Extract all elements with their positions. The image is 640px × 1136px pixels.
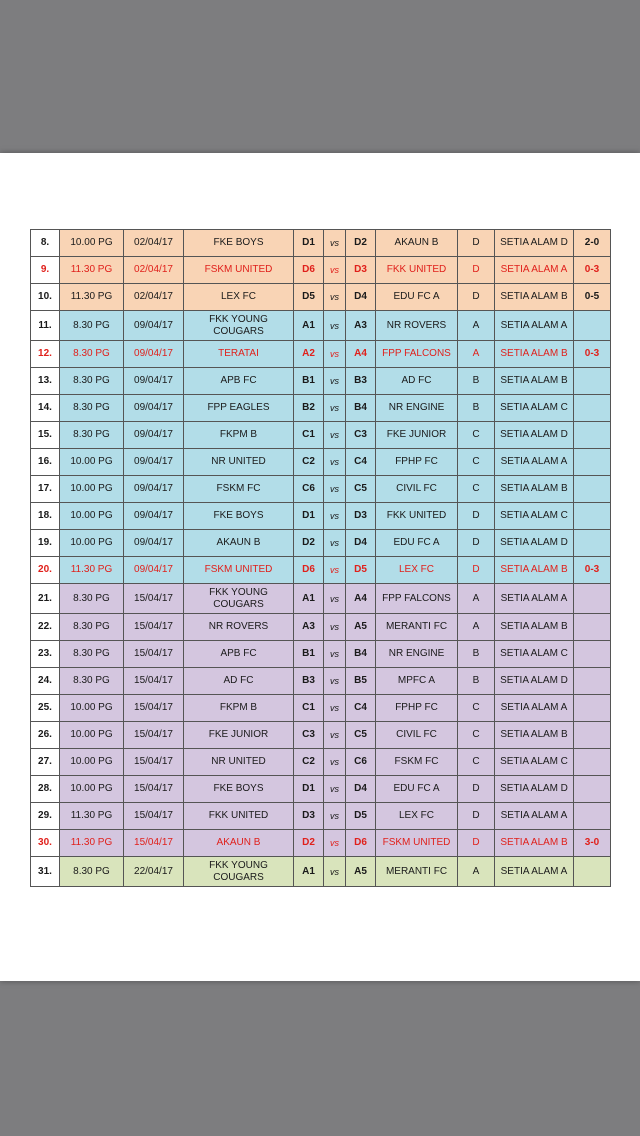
versus-label: vs — [324, 395, 346, 422]
home-team-code: A1 — [294, 584, 324, 614]
away-team: AKAUN B — [376, 230, 458, 257]
versus-label: vs — [324, 830, 346, 857]
home-team: LEX FC — [184, 284, 294, 311]
home-team-code: D1 — [294, 776, 324, 803]
home-team: TERATAI — [184, 341, 294, 368]
venue: SETIA ALAM D — [495, 668, 574, 695]
match-date: 15/04/17 — [124, 668, 184, 695]
fixture-number: 15. — [31, 422, 60, 449]
table-row — [31, 284, 611, 311]
venue: SETIA ALAM C — [495, 749, 574, 776]
fixture-number: 23. — [31, 641, 60, 668]
kickoff-time: 11.30 PG — [60, 257, 124, 284]
away-team-code: D4 — [346, 776, 376, 803]
kickoff-time: 8.30 PG — [60, 668, 124, 695]
home-team-code: C2 — [294, 449, 324, 476]
venue: SETIA ALAM B — [495, 557, 574, 584]
fixture-number: 19. — [31, 530, 60, 557]
fixture-number: 20. — [31, 557, 60, 584]
kickoff-time: 10.00 PG — [60, 749, 124, 776]
away-team: FSKM UNITED — [376, 830, 458, 857]
away-team: FPP FALCONS — [376, 584, 458, 614]
kickoff-time: 8.30 PG — [60, 422, 124, 449]
group-letter: D — [458, 284, 495, 311]
table-row — [31, 749, 611, 776]
versus-label: vs — [324, 668, 346, 695]
group-letter: A — [458, 311, 495, 341]
home-team: FKPM B — [184, 695, 294, 722]
away-team-code: C5 — [346, 476, 376, 503]
fixture-number: 18. — [31, 503, 60, 530]
away-team: MERANTI FC — [376, 857, 458, 887]
score — [574, 668, 611, 695]
score — [574, 368, 611, 395]
group-letter: D — [458, 803, 495, 830]
fixture-number: 22. — [31, 614, 60, 641]
score: 2-0 — [574, 230, 611, 257]
group-letter: C — [458, 749, 495, 776]
away-team-code: D3 — [346, 257, 376, 284]
versus-label: vs — [324, 503, 346, 530]
match-date: 09/04/17 — [124, 341, 184, 368]
group-letter: B — [458, 668, 495, 695]
score — [574, 530, 611, 557]
fixture-number: 10. — [31, 284, 60, 311]
home-team: FKE BOYS — [184, 776, 294, 803]
away-team-code: A4 — [346, 584, 376, 614]
away-team: CIVIL FC — [376, 722, 458, 749]
group-letter: D — [458, 830, 495, 857]
venue: SETIA ALAM C — [495, 641, 574, 668]
table-row — [31, 476, 611, 503]
table-row — [31, 614, 611, 641]
home-team: NR UNITED — [184, 749, 294, 776]
versus-label: vs — [324, 476, 346, 503]
away-team-code: D4 — [346, 530, 376, 557]
score — [574, 857, 611, 887]
table-row — [31, 422, 611, 449]
score: 0-3 — [574, 257, 611, 284]
home-team-code: C2 — [294, 749, 324, 776]
group-letter: D — [458, 230, 495, 257]
match-date: 09/04/17 — [124, 557, 184, 584]
home-team-code: A3 — [294, 614, 324, 641]
fixture-number: 13. — [31, 368, 60, 395]
score — [574, 641, 611, 668]
away-team-code: C4 — [346, 695, 376, 722]
match-date: 09/04/17 — [124, 476, 184, 503]
group-letter: A — [458, 857, 495, 887]
away-team: CIVIL FC — [376, 476, 458, 503]
away-team: FKK UNITED — [376, 503, 458, 530]
away-team: LEX FC — [376, 557, 458, 584]
away-team: FKK UNITED — [376, 257, 458, 284]
fixture-number: 8. — [31, 230, 60, 257]
home-team: FKK YOUNG COUGARS — [184, 311, 294, 341]
kickoff-time: 8.30 PG — [60, 341, 124, 368]
table-row — [31, 257, 611, 284]
home-team: FKE JUNIOR — [184, 722, 294, 749]
venue: SETIA ALAM B — [495, 830, 574, 857]
home-team-code: D2 — [294, 530, 324, 557]
home-team-code: B1 — [294, 641, 324, 668]
table-row — [31, 584, 611, 614]
home-team-code: A1 — [294, 857, 324, 887]
table-row — [31, 857, 611, 887]
versus-label: vs — [324, 857, 346, 887]
fixture-number: 25. — [31, 695, 60, 722]
group-letter: C — [458, 695, 495, 722]
venue: SETIA ALAM A — [495, 311, 574, 341]
table-row — [31, 530, 611, 557]
match-date: 09/04/17 — [124, 422, 184, 449]
table-row — [31, 776, 611, 803]
away-team: EDU FC A — [376, 530, 458, 557]
away-team-code: D2 — [346, 230, 376, 257]
away-team: NR ROVERS — [376, 311, 458, 341]
fixtures-table — [30, 229, 611, 887]
versus-label: vs — [324, 695, 346, 722]
venue: SETIA ALAM B — [495, 614, 574, 641]
table-row — [31, 803, 611, 830]
kickoff-time: 10.00 PG — [60, 722, 124, 749]
group-letter: C — [458, 476, 495, 503]
away-team-code: D6 — [346, 830, 376, 857]
group-letter: A — [458, 341, 495, 368]
venue: SETIA ALAM C — [495, 503, 574, 530]
home-team: AKAUN B — [184, 530, 294, 557]
match-date: 02/04/17 — [124, 257, 184, 284]
away-team: LEX FC — [376, 803, 458, 830]
home-team-code: D6 — [294, 557, 324, 584]
venue: SETIA ALAM C — [495, 395, 574, 422]
away-team-code: C3 — [346, 422, 376, 449]
venue: SETIA ALAM A — [495, 695, 574, 722]
venue: SETIA ALAM D — [495, 422, 574, 449]
group-letter: B — [458, 395, 495, 422]
home-team-code: D2 — [294, 830, 324, 857]
home-team: AD FC — [184, 668, 294, 695]
table-row — [31, 341, 611, 368]
fixture-number: 17. — [31, 476, 60, 503]
fixture-number: 24. — [31, 668, 60, 695]
versus-label: vs — [324, 311, 346, 341]
home-team: AKAUN B — [184, 830, 294, 857]
match-date: 15/04/17 — [124, 749, 184, 776]
table-row — [31, 449, 611, 476]
table-row — [31, 641, 611, 668]
versus-label: vs — [324, 584, 346, 614]
away-team: MPFC A — [376, 668, 458, 695]
versus-label: vs — [324, 341, 346, 368]
group-letter: D — [458, 257, 495, 284]
table-row — [31, 230, 611, 257]
away-team-code: B5 — [346, 668, 376, 695]
match-date: 09/04/17 — [124, 311, 184, 341]
table-row — [31, 368, 611, 395]
away-team: NR ENGINE — [376, 641, 458, 668]
score — [574, 695, 611, 722]
home-team-code: C6 — [294, 476, 324, 503]
away-team-code: D5 — [346, 803, 376, 830]
home-team: FKK UNITED — [184, 803, 294, 830]
table-row — [31, 503, 611, 530]
fixture-number: 16. — [31, 449, 60, 476]
home-team: APB FC — [184, 641, 294, 668]
table-row — [31, 557, 611, 584]
kickoff-time: 8.30 PG — [60, 614, 124, 641]
away-team: AD FC — [376, 368, 458, 395]
away-team: FKE JUNIOR — [376, 422, 458, 449]
match-date: 09/04/17 — [124, 395, 184, 422]
versus-label: vs — [324, 449, 346, 476]
home-team: FKE BOYS — [184, 230, 294, 257]
versus-label: vs — [324, 803, 346, 830]
home-team: FSKM UNITED — [184, 557, 294, 584]
venue: SETIA ALAM A — [495, 803, 574, 830]
group-letter: B — [458, 368, 495, 395]
versus-label: vs — [324, 368, 346, 395]
table-row — [31, 695, 611, 722]
kickoff-time: 8.30 PG — [60, 311, 124, 341]
score — [574, 449, 611, 476]
kickoff-time: 10.00 PG — [60, 695, 124, 722]
away-team-code: B4 — [346, 641, 376, 668]
home-team: FSKM UNITED — [184, 257, 294, 284]
versus-label: vs — [324, 284, 346, 311]
away-team: NR ENGINE — [376, 395, 458, 422]
fixture-number: 9. — [31, 257, 60, 284]
home-team: FSKM FC — [184, 476, 294, 503]
fixture-number: 21. — [31, 584, 60, 614]
score: 0-3 — [574, 557, 611, 584]
score: 0-5 — [574, 284, 611, 311]
score — [574, 584, 611, 614]
home-team-code: D3 — [294, 803, 324, 830]
venue: SETIA ALAM B — [495, 284, 574, 311]
versus-label: vs — [324, 530, 346, 557]
kickoff-time: 10.00 PG — [60, 776, 124, 803]
away-team: FSKM FC — [376, 749, 458, 776]
home-team-code: B2 — [294, 395, 324, 422]
match-date: 09/04/17 — [124, 368, 184, 395]
away-team-code: A5 — [346, 857, 376, 887]
venue: SETIA ALAM A — [495, 449, 574, 476]
venue: SETIA ALAM B — [495, 368, 574, 395]
table-row — [31, 722, 611, 749]
away-team: MERANTI FC — [376, 614, 458, 641]
score — [574, 476, 611, 503]
table-row — [31, 668, 611, 695]
kickoff-time: 11.30 PG — [60, 284, 124, 311]
home-team: FKK YOUNG COUGARS — [184, 584, 294, 614]
versus-label: vs — [324, 641, 346, 668]
group-letter: C — [458, 449, 495, 476]
score — [574, 422, 611, 449]
fixture-number: 11. — [31, 311, 60, 341]
home-team-code: C1 — [294, 695, 324, 722]
score — [574, 614, 611, 641]
score — [574, 776, 611, 803]
versus-label: vs — [324, 257, 346, 284]
home-team-code: D6 — [294, 257, 324, 284]
fixture-number: 28. — [31, 776, 60, 803]
away-team-code: D4 — [346, 284, 376, 311]
score: 0-3 — [574, 341, 611, 368]
score — [574, 311, 611, 341]
group-letter: B — [458, 641, 495, 668]
table-row — [31, 395, 611, 422]
away-team-code: A5 — [346, 614, 376, 641]
home-team: NR UNITED — [184, 449, 294, 476]
top-background — [0, 0, 640, 153]
away-team-code: A3 — [346, 311, 376, 341]
match-date: 02/04/17 — [124, 230, 184, 257]
away-team-code: C6 — [346, 749, 376, 776]
kickoff-time: 8.30 PG — [60, 857, 124, 887]
kickoff-time: 8.30 PG — [60, 395, 124, 422]
versus-label: vs — [324, 749, 346, 776]
kickoff-time: 8.30 PG — [60, 641, 124, 668]
group-letter: A — [458, 614, 495, 641]
venue: SETIA ALAM A — [495, 857, 574, 887]
venue: SETIA ALAM A — [495, 584, 574, 614]
match-date: 09/04/17 — [124, 530, 184, 557]
match-date: 15/04/17 — [124, 641, 184, 668]
away-team-code: C4 — [346, 449, 376, 476]
venue: SETIA ALAM D — [495, 530, 574, 557]
versus-label: vs — [324, 230, 346, 257]
kickoff-time: 10.00 PG — [60, 230, 124, 257]
venue: SETIA ALAM D — [495, 230, 574, 257]
away-team-code: D3 — [346, 503, 376, 530]
fixture-number: 30. — [31, 830, 60, 857]
group-letter: A — [458, 584, 495, 614]
versus-label: vs — [324, 557, 346, 584]
match-date: 15/04/17 — [124, 722, 184, 749]
home-team-code: C1 — [294, 422, 324, 449]
fixture-number: 31. — [31, 857, 60, 887]
venue: SETIA ALAM B — [495, 341, 574, 368]
versus-label: vs — [324, 722, 346, 749]
match-date: 15/04/17 — [124, 695, 184, 722]
home-team: FKK YOUNG COUGARS — [184, 857, 294, 887]
score: 3-0 — [574, 830, 611, 857]
fixtures-body — [31, 230, 611, 887]
group-letter: D — [458, 557, 495, 584]
home-team: FPP EAGLES — [184, 395, 294, 422]
fixture-number: 29. — [31, 803, 60, 830]
score — [574, 395, 611, 422]
venue: SETIA ALAM D — [495, 776, 574, 803]
home-team-code: D1 — [294, 230, 324, 257]
score — [574, 503, 611, 530]
fixture-number: 12. — [31, 341, 60, 368]
fixture-number: 27. — [31, 749, 60, 776]
kickoff-time: 8.30 PG — [60, 584, 124, 614]
home-team: FKE BOYS — [184, 503, 294, 530]
away-team: EDU FC A — [376, 776, 458, 803]
venue: SETIA ALAM B — [495, 476, 574, 503]
kickoff-time: 10.00 PG — [60, 503, 124, 530]
kickoff-time: 10.00 PG — [60, 449, 124, 476]
group-letter: D — [458, 530, 495, 557]
venue: SETIA ALAM A — [495, 257, 574, 284]
group-letter: D — [458, 503, 495, 530]
home-team: APB FC — [184, 368, 294, 395]
fixture-number: 26. — [31, 722, 60, 749]
table-row — [31, 830, 611, 857]
group-letter: D — [458, 776, 495, 803]
away-team-code: A4 — [346, 341, 376, 368]
group-letter: C — [458, 422, 495, 449]
score — [574, 722, 611, 749]
away-team: FPHP FC — [376, 695, 458, 722]
versus-label: vs — [324, 776, 346, 803]
match-date: 15/04/17 — [124, 614, 184, 641]
venue: SETIA ALAM B — [495, 722, 574, 749]
home-team-code: A2 — [294, 341, 324, 368]
home-team-code: A1 — [294, 311, 324, 341]
match-date: 15/04/17 — [124, 584, 184, 614]
group-letter: C — [458, 722, 495, 749]
home-team-code: D1 — [294, 503, 324, 530]
away-team-code: C5 — [346, 722, 376, 749]
home-team-code: C3 — [294, 722, 324, 749]
score — [574, 749, 611, 776]
kickoff-time: 10.00 PG — [60, 530, 124, 557]
away-team-code: B4 — [346, 395, 376, 422]
home-team-code: D5 — [294, 284, 324, 311]
away-team-code: B3 — [346, 368, 376, 395]
kickoff-time: 10.00 PG — [60, 476, 124, 503]
home-team: NR ROVERS — [184, 614, 294, 641]
home-team: FKPM B — [184, 422, 294, 449]
kickoff-time: 11.30 PG — [60, 803, 124, 830]
away-team: FPP FALCONS — [376, 341, 458, 368]
match-date: 15/04/17 — [124, 803, 184, 830]
match-date: 15/04/17 — [124, 776, 184, 803]
match-date: 09/04/17 — [124, 449, 184, 476]
versus-label: vs — [324, 422, 346, 449]
kickoff-time: 11.30 PG — [60, 557, 124, 584]
away-team: EDU FC A — [376, 284, 458, 311]
table-row — [31, 311, 611, 341]
match-date: 22/04/17 — [124, 857, 184, 887]
home-team-code: B3 — [294, 668, 324, 695]
match-date: 15/04/17 — [124, 830, 184, 857]
match-date: 02/04/17 — [124, 284, 184, 311]
score — [574, 803, 611, 830]
fixture-number: 14. — [31, 395, 60, 422]
away-team: FPHP FC — [376, 449, 458, 476]
match-date: 09/04/17 — [124, 503, 184, 530]
home-team-code: B1 — [294, 368, 324, 395]
versus-label: vs — [324, 614, 346, 641]
kickoff-time: 11.30 PG — [60, 830, 124, 857]
kickoff-time: 8.30 PG — [60, 368, 124, 395]
away-team-code: D5 — [346, 557, 376, 584]
